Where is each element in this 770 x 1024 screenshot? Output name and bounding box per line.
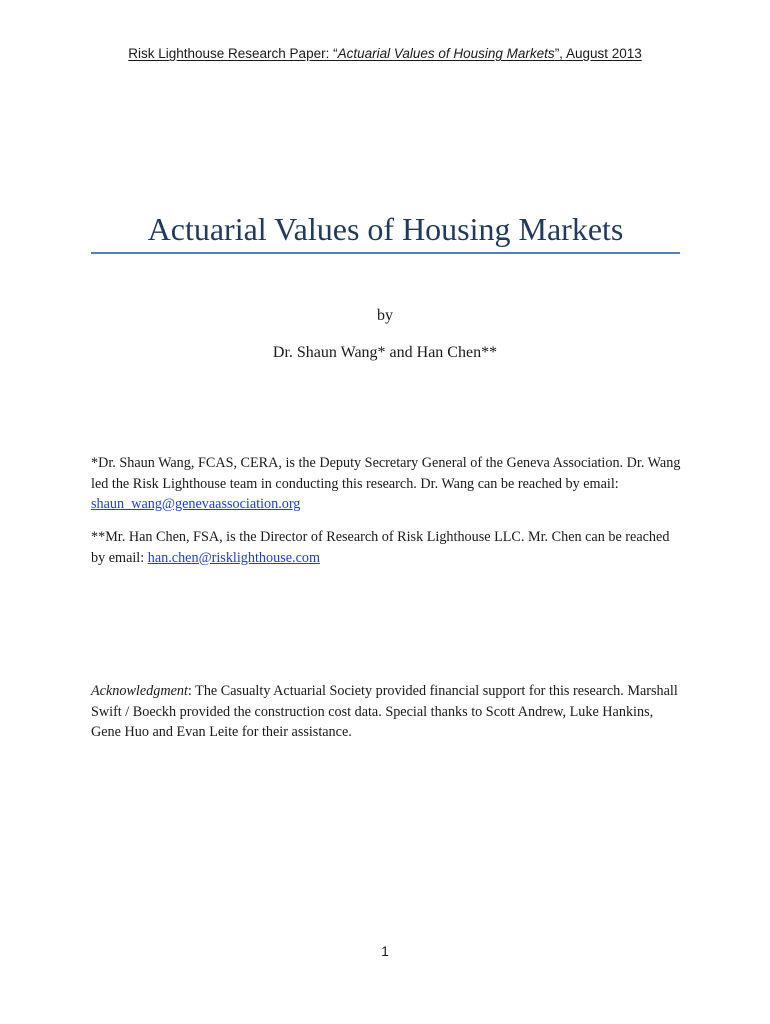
running-header-title: Actuarial Values of Housing Markets xyxy=(337,46,555,61)
title-underline-rule xyxy=(91,252,680,254)
title-block xyxy=(91,208,680,254)
acknowledgment-label: Acknowledgment xyxy=(91,683,188,699)
acknowledgment-text: : The Casualty Actuarial Society provided financial support for this research. Marshall Swift / Boeckh provided the construction cost data. Special thanks to Scott Andrew, Luke Hankins, Gene Huo and Evan Leite for their assistance. xyxy=(91,683,678,740)
footnote-wang xyxy=(91,453,683,515)
running-header-suffix: ”, August 2013 xyxy=(554,46,642,61)
footnote-wang-text: *Dr. Shaun Wang, FCAS, CERA, is the Deputy Secretary General of the Geneva Association. Dr. Wang led the Risk Lighthouse team in conducting this research. Dr. Wang can be reached by email: xyxy=(91,455,681,492)
running-header xyxy=(0,46,770,61)
authors-line: Dr. Shaun Wang* and Han Chen** xyxy=(272,344,498,361)
wang-email-link[interactable]: shaun_wang@genevaassociation.org xyxy=(91,496,301,512)
document-title: Actuarial Values of Housing Markets xyxy=(147,211,624,247)
acknowledgment-paragraph xyxy=(91,681,683,743)
footnote-chen xyxy=(91,527,683,568)
running-header-prefix: Risk Lighthouse Research Paper: “ xyxy=(128,46,338,61)
page-number: 1 xyxy=(381,943,389,959)
chen-email-link[interactable]: han.chen@risklighthouse.com xyxy=(147,549,320,566)
footnote-chen-text: **Mr. Han Chen, FSA, is the Director of Research of Risk Lighthouse LLC. Mr. Chen can be reached by email: xyxy=(91,529,670,566)
by-line: by xyxy=(377,307,393,324)
